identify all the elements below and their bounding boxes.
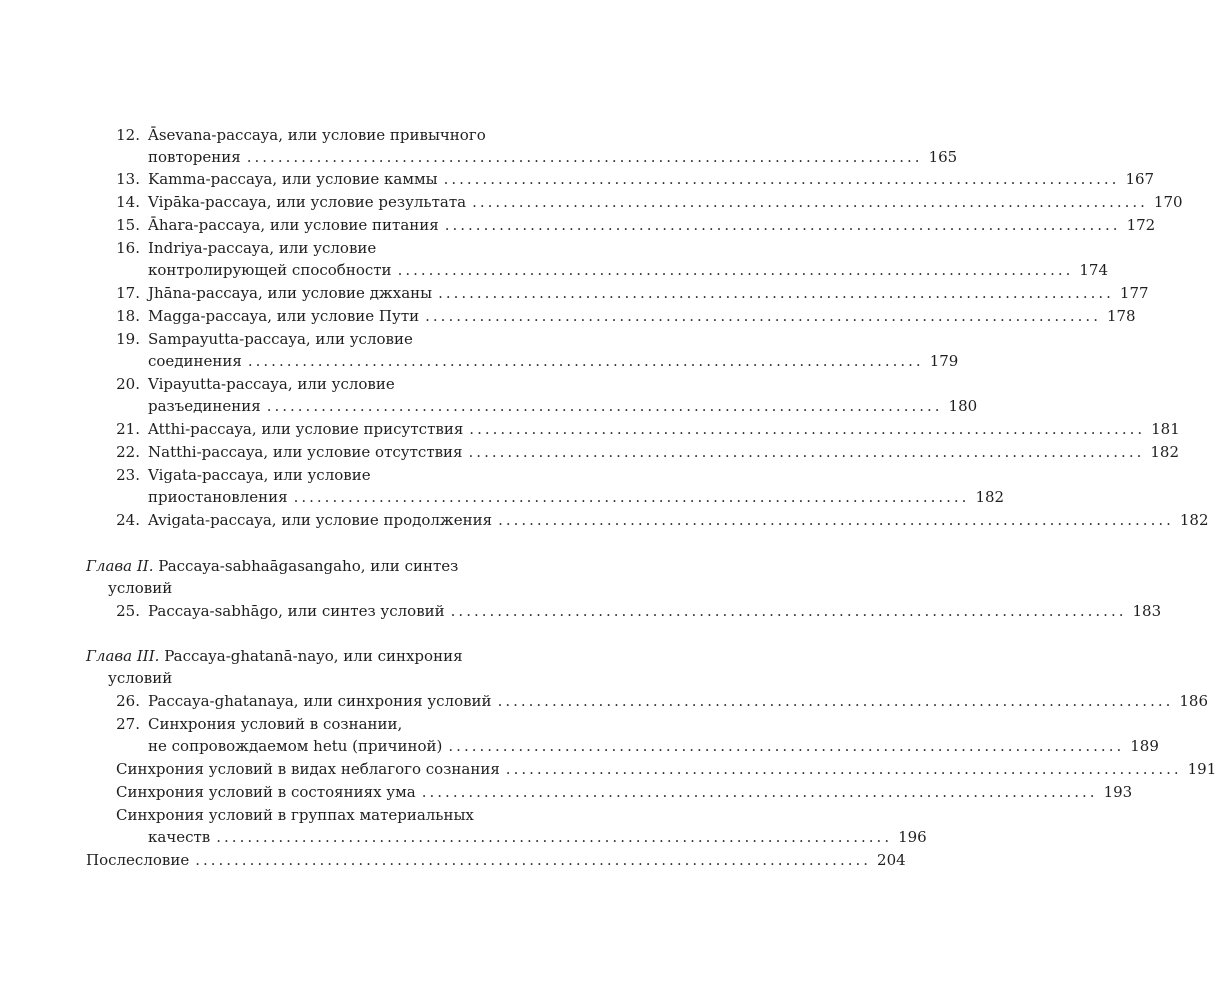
- leader-dots: .......................................................................................: [498, 511, 1174, 529]
- chapter-label: Глава III.: [86, 647, 160, 665]
- entry-title-cont: не сопровождаемом hetu (причиной): [148, 737, 443, 755]
- entry-title: Indriya-paccaya, или условие: [148, 239, 377, 257]
- leader-dots: .......................................................................................: [266, 397, 943, 415]
- toc-entry-18: [108, 305, 1136, 327]
- entry-number: 12.: [116, 126, 140, 144]
- entry-number: 16.: [116, 239, 140, 257]
- toc-entry-17: [108, 282, 1149, 304]
- entry-title: Kamma-paccaya, или условие каммы: [148, 170, 438, 188]
- toc-entry-22: [108, 441, 1179, 463]
- chapter-2-heading: [86, 555, 574, 599]
- entry-title: Vigata-paccaya, или условие: [148, 466, 371, 484]
- toc-entry-13: [108, 168, 1155, 190]
- leader-dots: .......................................................................................: [425, 307, 1101, 325]
- entry-number: 21.: [116, 420, 140, 438]
- entry-page: 204: [877, 851, 906, 869]
- leader-dots: .......................................................................................: [216, 828, 893, 846]
- chapter-title-cont: условий: [108, 669, 173, 687]
- entry-number: 24.: [116, 511, 140, 529]
- entry-title-cont: качеств: [148, 828, 211, 846]
- toc-entry-15: [108, 214, 1156, 236]
- entry-page: 172: [1126, 216, 1156, 234]
- leader-dots: .......................................................................................: [195, 851, 872, 869]
- toc-entry-19: [108, 328, 959, 372]
- leader-dots: .......................................................................................: [497, 692, 1174, 710]
- toc-entry-12: [108, 124, 958, 168]
- entry-title: Āsevana-paccaya, или условие привычного: [148, 126, 486, 144]
- entry-page: 186: [1179, 692, 1209, 710]
- chapter-title: Paccaya-ghatanā-nayo, или синхрония: [164, 647, 463, 665]
- entry-page: 167: [1125, 170, 1155, 188]
- entry-page: 183: [1132, 602, 1162, 620]
- entry-title: Синхрония условий в сознании,: [148, 715, 403, 733]
- entry-page: 174: [1079, 261, 1109, 279]
- entry-page: 177: [1119, 284, 1149, 302]
- entry-page: 182: [1179, 511, 1209, 529]
- toc-entry-25: [108, 600, 1162, 622]
- entry-title: Atthi-paccaya, или условие присутствия: [148, 420, 464, 438]
- toc-entry-21: [108, 418, 1180, 440]
- chapter-title-cont: условий: [108, 579, 173, 597]
- leader-dots: .......................................................................................: [472, 193, 1148, 211]
- entry-title: Послесловие: [86, 851, 190, 869]
- leader-dots: .......................................................................................: [293, 488, 970, 506]
- entry-title: Natthi-paccaya, или условие отсутствия: [148, 443, 463, 461]
- entry-number: 23.: [116, 466, 140, 484]
- toc-afterword: [86, 849, 906, 871]
- leader-dots: .......................................................................................: [443, 170, 1120, 188]
- entry-page: 170: [1153, 193, 1183, 211]
- entry-number: 15.: [116, 216, 140, 234]
- entry-page: 165: [928, 148, 958, 166]
- entry-title: Vipayutta-paccaya, или условие: [148, 375, 395, 393]
- leader-dots: .......................................................................................: [246, 148, 923, 166]
- entry-title-cont: разъединения: [148, 397, 261, 415]
- toc-entry-26: [108, 690, 1209, 712]
- entry-title-cont: повторения: [148, 148, 241, 166]
- entry-title: Paccaya-ghatanaya, или синхрония условий: [148, 692, 492, 710]
- entry-number: 22.: [116, 443, 140, 461]
- entry-title-cont: контролирующей способности: [148, 261, 392, 279]
- entry-page: 196: [898, 828, 927, 846]
- entry-page: 179: [929, 352, 959, 370]
- entry-number: 19.: [116, 330, 140, 348]
- entry-page: 181: [1151, 420, 1180, 438]
- entry-title: Синхрония условий в состояниях ума: [116, 783, 416, 801]
- entry-page: 180: [948, 397, 978, 415]
- toc-entry-23: [108, 464, 1005, 508]
- entry-title: Āhara-paccaya, или условие питания: [148, 216, 439, 234]
- toc-sub-entry-3: [116, 804, 927, 848]
- toc-sub-entry-1: [116, 758, 1216, 780]
- entry-number: 13.: [116, 170, 140, 188]
- entry-title: Sampayutta-paccaya, или условие: [148, 330, 413, 348]
- leader-dots: .......................................................................................: [468, 443, 1145, 461]
- leader-dots: .......................................................................................: [421, 783, 1098, 801]
- entry-title: Avigata-paccaya, или условие продолжения: [148, 511, 493, 529]
- entry-title-cont: соединения: [148, 352, 242, 370]
- leader-dots: .......................................................................................: [448, 737, 1125, 755]
- toc-entry-20: [108, 373, 978, 417]
- leader-dots: .......................................................................................: [469, 420, 1146, 438]
- entry-page: 182: [1150, 443, 1179, 461]
- entry-number: 14.: [116, 193, 140, 211]
- entry-number: 25.: [116, 602, 140, 620]
- entry-title: Paccaya-sabhāgo, или синтез условий: [148, 602, 445, 620]
- toc-entry-27: [108, 713, 1159, 757]
- entry-title: Синхрония условий в группах материальных: [116, 806, 474, 824]
- entry-page: 191: [1187, 760, 1216, 778]
- leader-dots: .......................................................................................: [397, 261, 1074, 279]
- leader-dots: .......................................................................................: [450, 602, 1127, 620]
- entry-title-cont: приостановления: [148, 488, 288, 506]
- toc-entry-16: [108, 237, 1109, 281]
- chapter-3-heading: [86, 645, 574, 689]
- entry-number: 27.: [116, 715, 140, 733]
- entry-title: Vipāka-paccaya, или условие результата: [148, 193, 467, 211]
- entry-title: Синхрония условий в видах неблагого сознания: [116, 760, 500, 778]
- entry-page: 182: [975, 488, 1005, 506]
- entry-number: 18.: [116, 307, 140, 325]
- leader-dots: .......................................................................................: [247, 352, 924, 370]
- entry-page: 189: [1130, 737, 1159, 755]
- entry-page: 193: [1103, 783, 1133, 801]
- leader-dots: .......................................................................................: [444, 216, 1121, 234]
- leader-dots: .......................................................................................: [438, 284, 1114, 302]
- entry-title: Magga-paccaya, или условие Пути: [148, 307, 420, 325]
- chapter-title: Paccaya-sabhaāgasangaho, или синтез: [158, 557, 459, 575]
- entry-title: Jhāna-paccaya, или условие джханы: [148, 284, 433, 302]
- entry-number: 26.: [116, 692, 140, 710]
- entry-number: 20.: [116, 375, 140, 393]
- toc-sub-entry-2: [116, 781, 1133, 803]
- entry-number: 17.: [116, 284, 140, 302]
- toc-entry-14: [108, 191, 1183, 213]
- toc-entry-24: [108, 509, 1209, 531]
- entry-page: 178: [1106, 307, 1136, 325]
- chapter-label: Глава II.: [86, 557, 154, 575]
- leader-dots: .......................................................................................: [505, 760, 1182, 778]
